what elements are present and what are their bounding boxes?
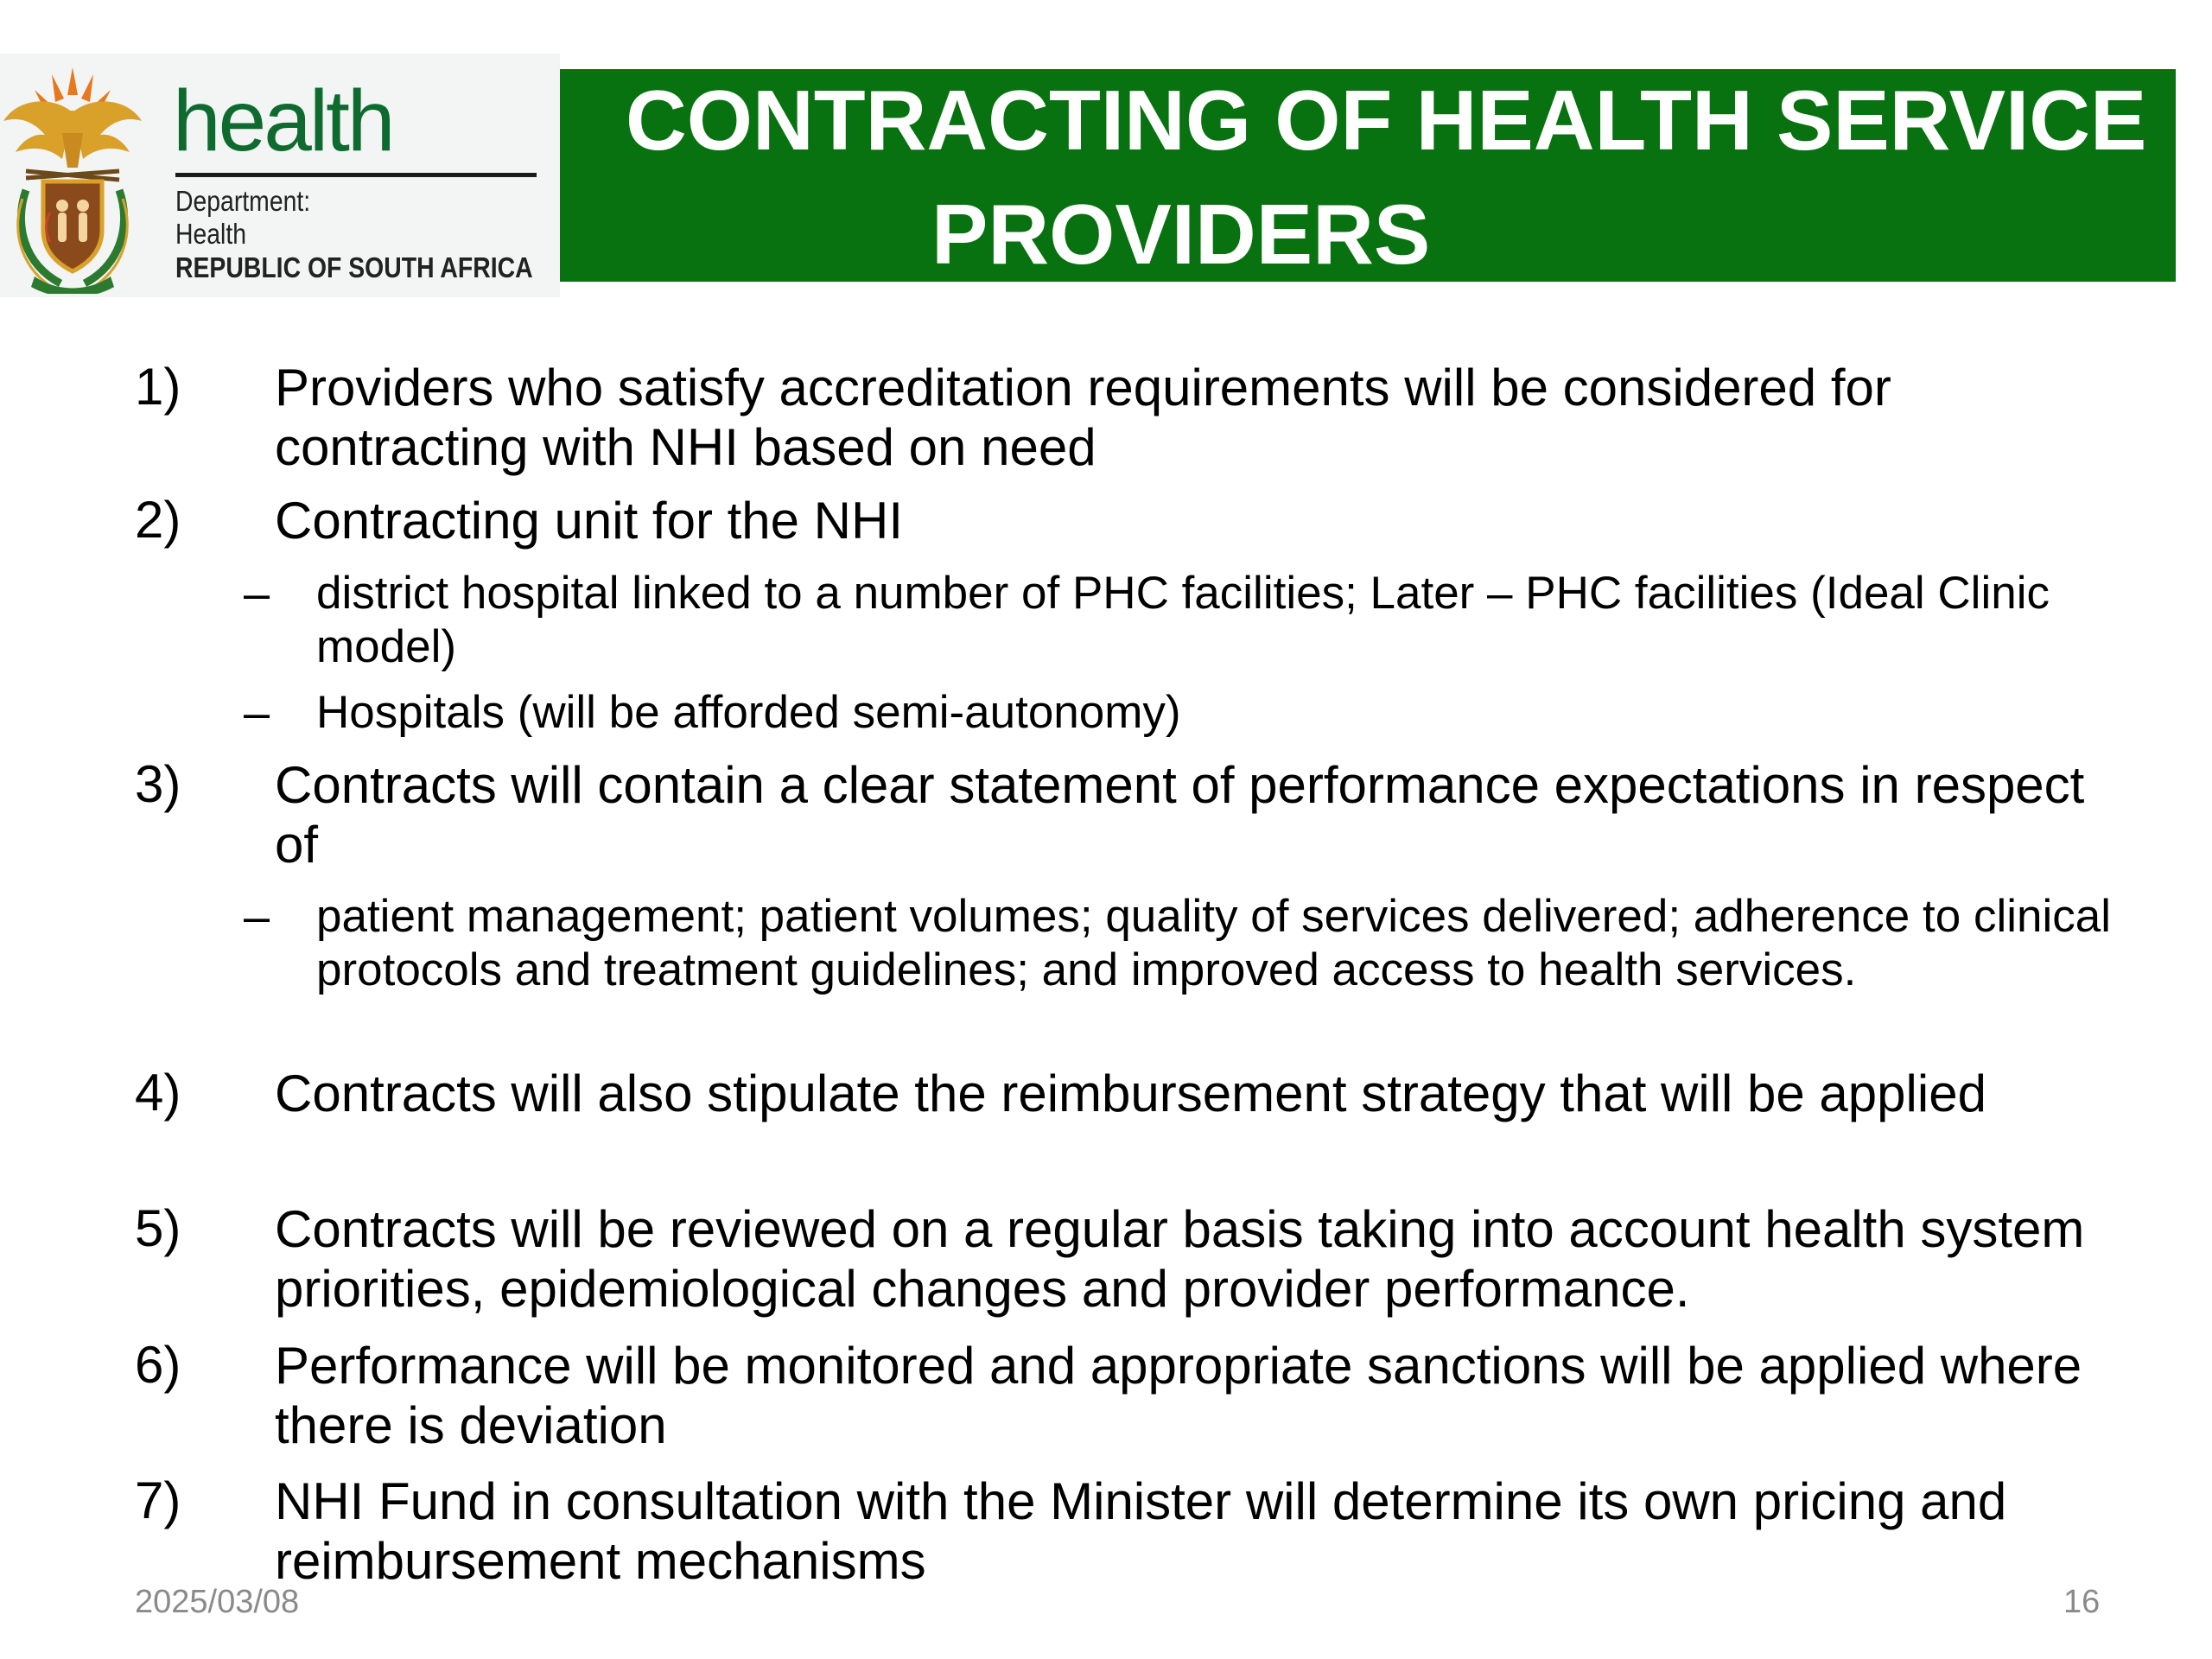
- list-item-text: Contracts will contain a clear statement of performance expectations in respect of: [275, 756, 2085, 874]
- list-item-text: Performance will be monitored and appropriate sanctions will be applied where there is deviation: [275, 1337, 2082, 1454]
- slide-number: 16: [2063, 1584, 2101, 1620]
- list-item-number: 2): [135, 491, 181, 549]
- slide-title-line-1: CONTRACTING OF HEALTH SERVICE: [626, 73, 2147, 168]
- sub-item-dash: –: [244, 891, 270, 943]
- list-item-number: 1): [135, 358, 181, 416]
- list-item-number: 3): [135, 755, 181, 813]
- list-item-text: Contracting unit for the NHI: [275, 492, 904, 550]
- sub-item-dash: –: [244, 687, 270, 739]
- sub-item-text: patient management; patient volumes; quality of services delivered; adherence to clinical protocols and treatment guidelines; and improved access to health services.: [316, 891, 2111, 995]
- list-item-text: NHI Fund in consultation with the Minister will determine its own pricing and reimbursement mechanisms: [275, 1472, 2007, 1590]
- slide-title-line-2: PROVIDERS: [931, 187, 1431, 282]
- list-item-number: 5): [135, 1199, 181, 1257]
- list-item-number: 4): [135, 1064, 181, 1122]
- logo-country-name: REPUBLIC OF SOUTH AFRICA: [175, 251, 533, 283]
- brand-wordmark: health: [173, 73, 393, 169]
- sub-item-dash: –: [244, 568, 270, 620]
- logo-department-name: Health: [175, 218, 247, 250]
- list-item-text: Contracts will also stipulate the reimbursement strategy that will be applied: [275, 1065, 1986, 1122]
- logo-department-label: Department:: [175, 185, 311, 217]
- slide-date: 2025/03/08: [135, 1584, 300, 1620]
- sub-item-text: district hospital linked to a number of PHC facilities; Later – PHC facilities (Ideal Clinic model): [316, 568, 2050, 672]
- sub-item-text: Hospitals (will be afforded semi-autonomy): [316, 687, 1181, 738]
- list-item-number: 7): [135, 1471, 181, 1529]
- list-item-text: Providers who satisfy accreditation requirements will be considered for contracting with NHI based on need: [275, 359, 1891, 476]
- list-item-text: Contracts will be reviewed on a regular basis taking into account health system priorities, epidemiological changes and provider performance.: [275, 1200, 2085, 1318]
- list-item-number: 6): [135, 1336, 181, 1394]
